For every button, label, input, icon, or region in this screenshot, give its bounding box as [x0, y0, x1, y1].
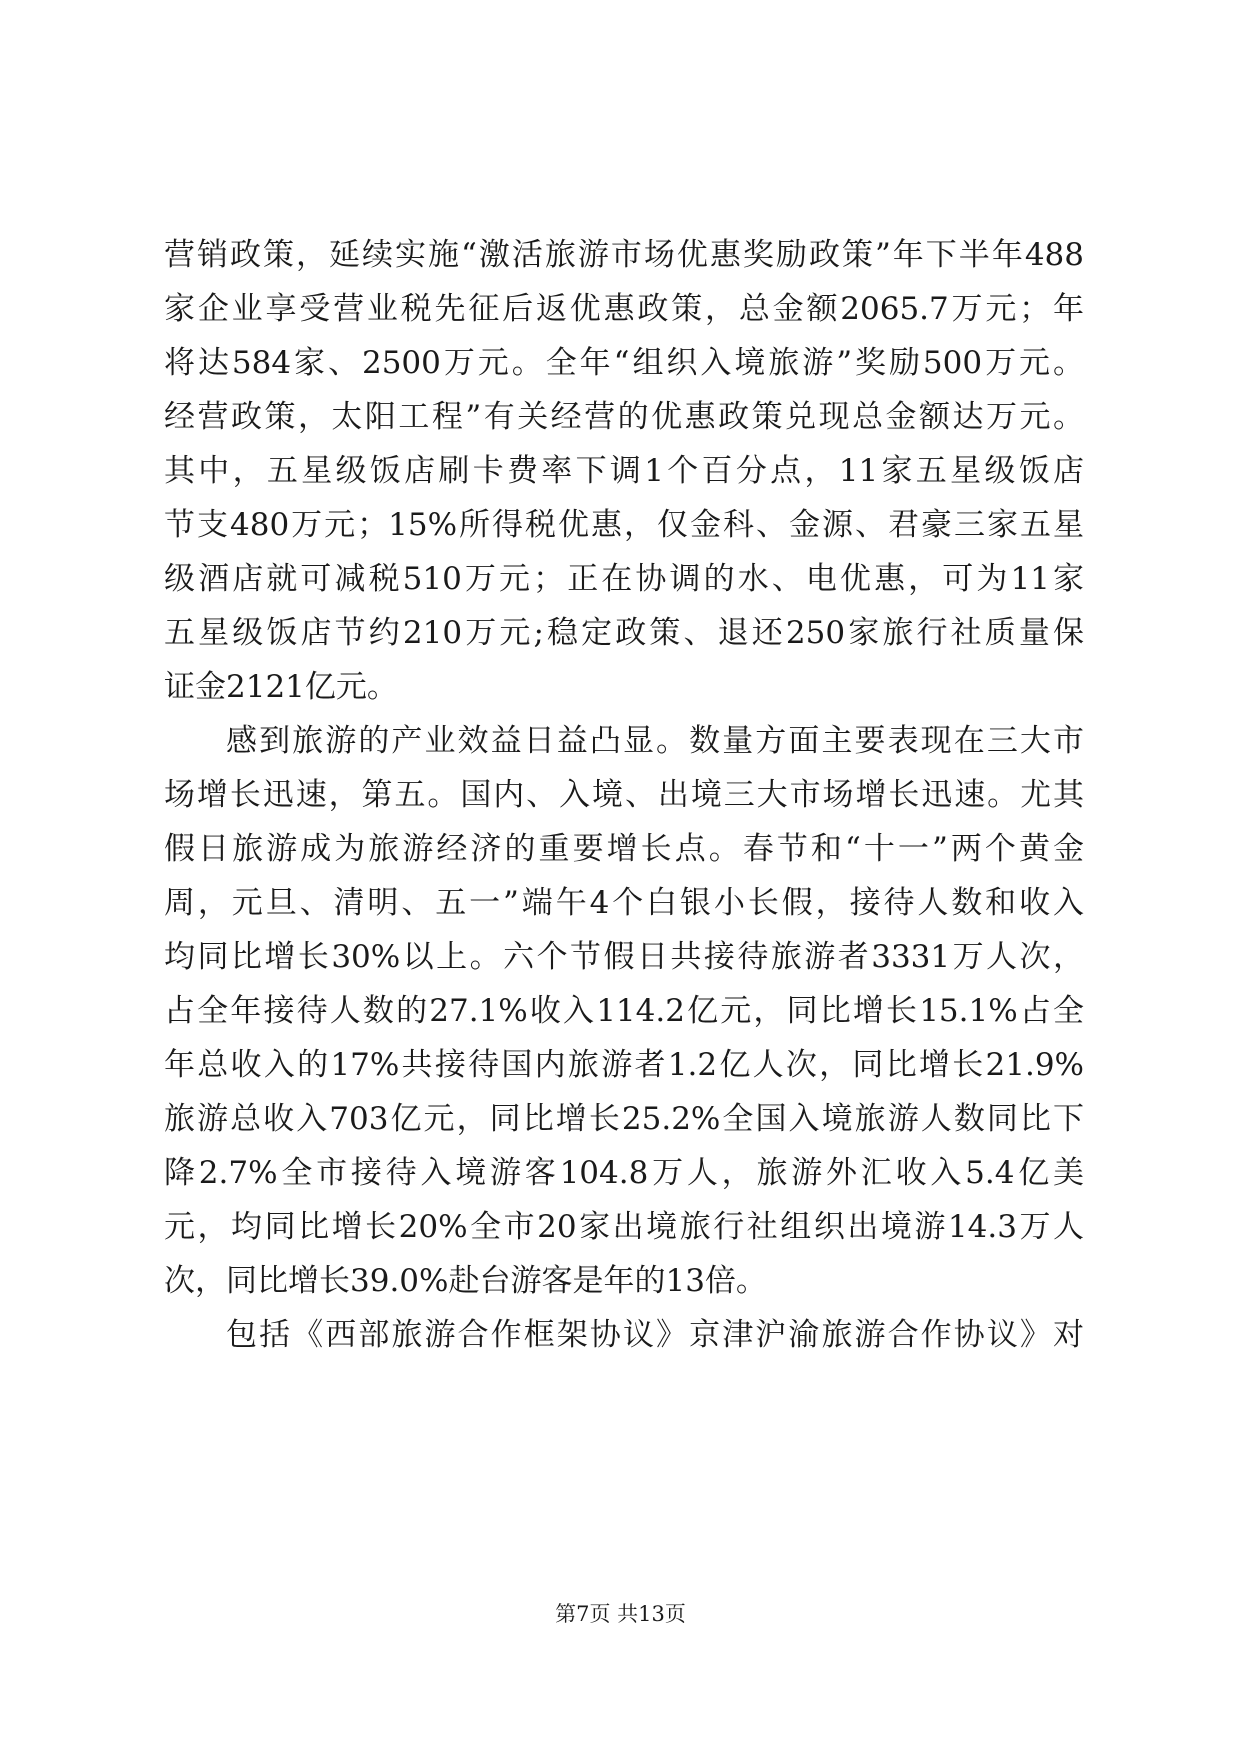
text-line: 节支480万元；15%所得税优惠，仅金科、金源、君豪三家五星 [164, 507, 1084, 543]
text-line: 经营政策，太阳工程”有关经营的优惠政策兑现总金额达万元。 [164, 399, 1084, 435]
text-line: 次，同比增长39.0%赴台游客是年的13倍。 [164, 1263, 767, 1299]
text-line: 均同比增长30%以上。六个节假日共接待旅游者3331万人次， [164, 939, 1084, 975]
text-line: 降2.7%全市接待入境游客104.8万人，旅游外汇收入5.4亿美 [164, 1155, 1084, 1191]
text-line: 证金2121亿元。 [164, 669, 398, 705]
body-text [164, 228, 1084, 1362]
paragraph-3 [164, 1308, 1084, 1362]
text-line: 年总收入的17%共接待国内旅游者1.2亿人次，同比增长21.9% [164, 1047, 1084, 1083]
paragraph-1 [164, 228, 1084, 714]
page-footer [0, 1598, 1241, 1628]
text-line: 占全年接待人数的27.1%收入114.2亿元，同比增长15.1%占全 [164, 993, 1084, 1029]
text-line: 元，均同比增长20%全市20家出境旅行社组织出境游14.3万人 [164, 1209, 1084, 1245]
text-line: 旅游总收入703亿元，同比增长25.2%全国入境旅游人数同比下 [164, 1101, 1084, 1137]
text-line: 将达584家、2500万元。全年“组织入境旅游”奖励500万元。 [164, 345, 1084, 381]
text-line: 感到旅游的产业效益日益凸显。数量方面主要表现在三大市 [226, 723, 1084, 759]
text-line: 五星级饭店节约210万元;稳定政策、退还250家旅行社质量保 [164, 615, 1084, 651]
text-line: 级酒店就可减税510万元；正在协调的水、电优惠，可为11家 [164, 561, 1084, 597]
page-number: 第7页 共13页 [555, 1602, 686, 1626]
text-line: 家企业享受营业税先征后返优惠政策，总金额2065.7万元；年 [164, 291, 1084, 327]
text-line: 其中，五星级饭店刷卡费率下调1个百分点，11家五星级饭店 [164, 453, 1084, 489]
text-line: 场增长迅速，第五。国内、入境、出境三大市场增长迅速。尤其 [164, 777, 1084, 813]
text-line: 营销政策，延续实施“激活旅游市场优惠奖励政策”年下半年488 [164, 237, 1084, 273]
text-line: 包括《西部旅游合作框架协议》京津沪渝旅游合作协议》对 [226, 1317, 1084, 1353]
text-line: 周，元旦、清明、五一”端午4个白银小长假，接待人数和收入 [164, 885, 1084, 921]
paragraph-2 [164, 714, 1084, 1308]
text-line: 假日旅游成为旅游经济的重要增长点。春节和“十一”两个黄金 [164, 831, 1084, 867]
